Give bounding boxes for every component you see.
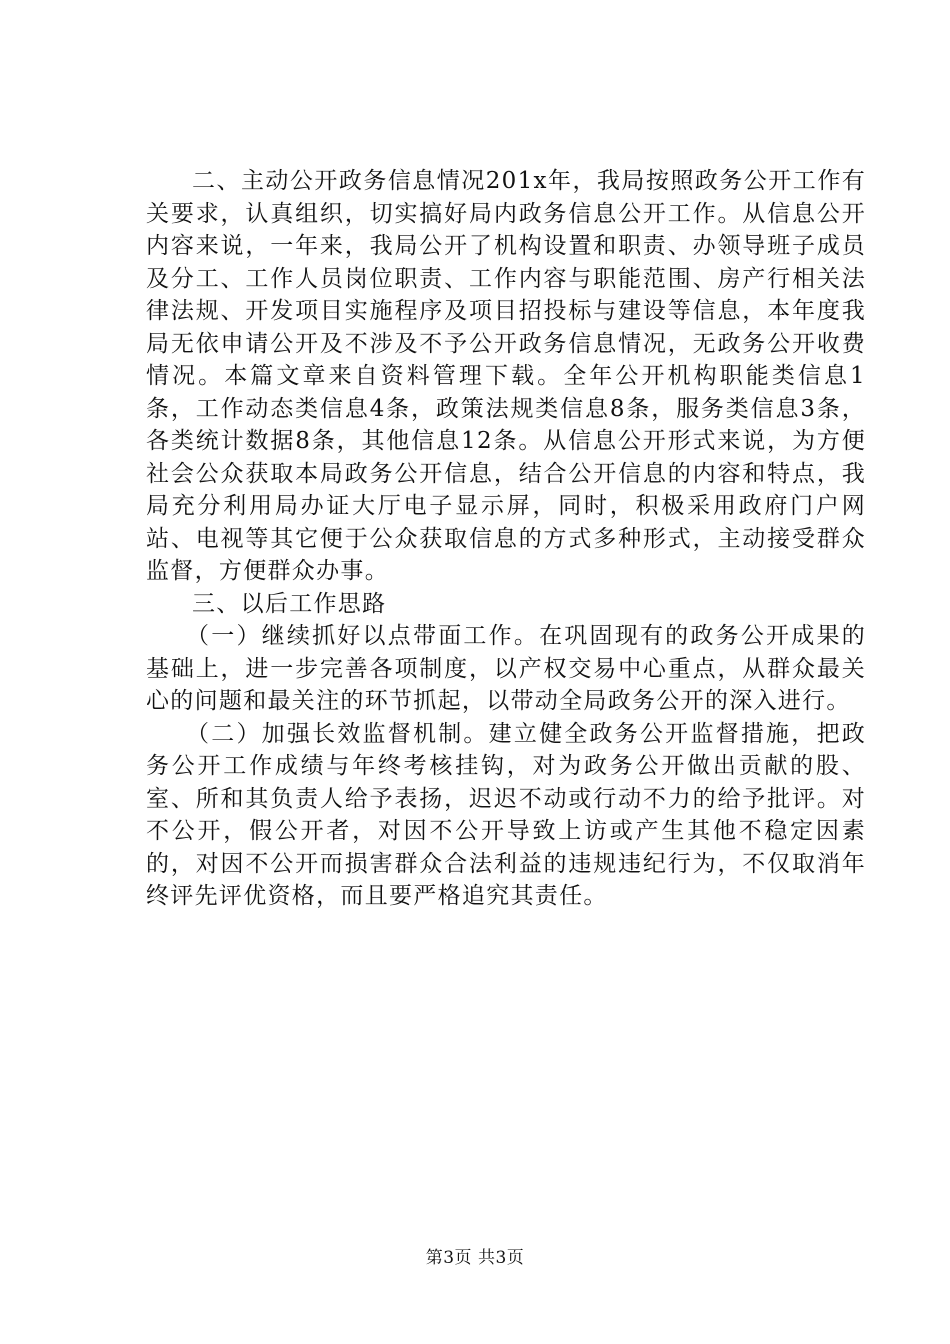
heading-section-three: 三、以后工作思路 xyxy=(192,590,387,617)
paragraph-item-two: （二）加强长效监督机制。建立健全政务公开监督措施，把政务公开工作成绩与年终考核挂钩，对为政务公开做出贡献的股、室、所和其负责人给予表扬，迟迟不动或行动不力的给予批评。对不公开，假公开者，对因不公开导致上访或产生其他不稳定因素的，对因不公开而损害群众合法利益的违规违纪行为，不仅取消年终评先评优资格，而且要严格追究其责任。 xyxy=(146,720,866,909)
paragraph-item-one: （一）继续抓好以点带面工作。在巩固现有的政务公开成果的基础上，进一步完善各项制度，以产权交易中心重点，从群众最关心的问题和最关注的环节抓起，以带动全局政务公开的深入进行。 xyxy=(146,623,866,714)
paragraph-section-two: 二、主动公开政务信息情况201x年，我局按照政务公开工作有关要求，认真组织，切实搞好局内政务信息公开工作。从信息公开内容来说，一年来，我局公开了机构设置和职责、办领导班子成员及分工、工作人员岗位职责、工作内容与职能范围、房产行相关法律法规、开发项目实施程序及项目招投标与建设等信息，本年度我局无依申请公开及不涉及不予公开政务信息情况，无政务公开收费情况。本篇文章来自资料管理下载。全年公开机构职能类信息1条，工作动态类信息4条，政策法规类信息8条，服务类信息3条，各类统计数据8条，其他信息12条。从信息公开形式来说，为方便社会公众获取本局政务公开信息，结合公开信息的内容和特点，我局充分利用局办证大厅电子显示屏，同时，积极采用政府门户网站、电视等其它便于公众获取信息的方式多种形式，主动接受群众监督，方便群众办事。 xyxy=(146,168,866,584)
page-footer: 第3页 共3页 xyxy=(425,1248,525,1268)
document-body xyxy=(146,165,866,913)
